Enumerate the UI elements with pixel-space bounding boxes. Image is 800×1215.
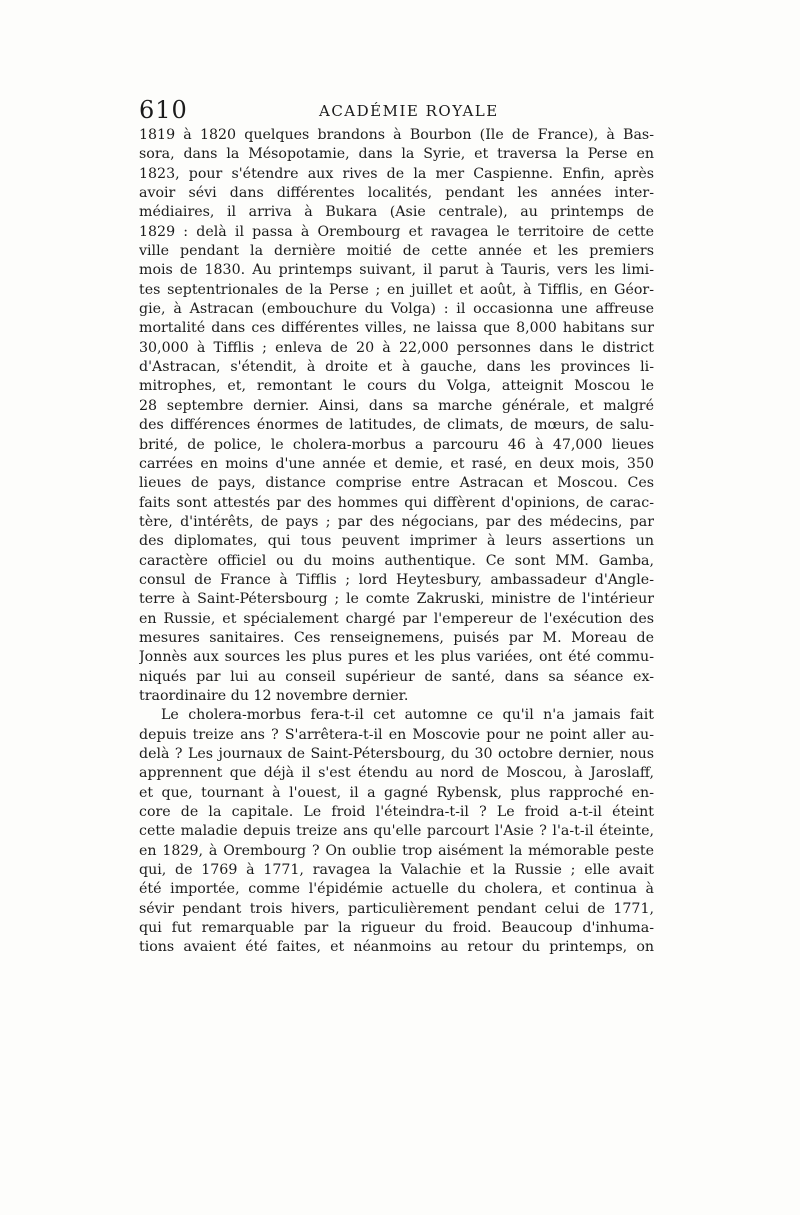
text-line: Jonnès aux sources les plus pures et les plus variées, ont été commu- [139,649,654,666]
text-line: sévir pendant trois hivers, particulièrement pendant celui de 1771, [139,900,654,917]
text-line: core de la capitale. Le froid l'éteindra-t-il ? Le froid a-t-il éteint [139,804,654,821]
text-line: depuis treize ans ? S'arrêtera-t-il en Moscovie pour ne point aller au- [139,726,654,743]
text-line: et que, tournant à l'ouest, il a gagné Rybensk, plus rapproché en- [139,784,654,801]
text-line: carrées en moins d'une année et demie, et rasé, en deux mois, 350 [139,455,654,472]
page-number: 610 [139,96,188,124]
text-line: tère, d'intérêts, de pays ; par des négocians, par des médecins, par [139,513,654,530]
text-line: terre à Saint-Pétersbourg ; le comte Zakruski, ministre de l'intérieur [139,591,654,608]
text-line: médiaires, il arriva à Bukara (Asie centrale), au printemps de [139,204,654,221]
page-header [139,96,654,126]
body-text [139,126,654,958]
paragraph [139,126,654,706]
text-line: faits sont attestés par des hommes qui diffèrent d'opinions, de carac- [139,494,654,511]
text-line: des diplomates, qui tous peuvent imprimer à leurs assertions un [139,533,654,550]
text-line: en Russie, et spécialement chargé par l'empereur de l'exécution des [139,610,654,627]
text-line: 28 septembre dernier. Ainsi, dans sa marche générale, et malgré [139,397,654,414]
text-line: Le cholera-morbus fera-t-il cet automne ce qu'il n'a jamais fait [161,707,654,724]
text-line: cette maladie depuis treize ans qu'elle parcourt l'Asie ? l'a-t-il éteinte, [139,823,654,840]
text-line: ville pendant la dernière moitié de cette année et les premiers [139,243,654,260]
text-line: des différences énormes de latitudes, de climats, de mœurs, de salu- [139,417,654,434]
text-line: brité, de police, le cholera-morbus a parcouru 46 à 47,000 lieues [139,436,654,453]
text-line: caractère officiel ou du moins authentique. Ce sont MM. Gamba, [139,552,654,569]
paragraph [139,706,654,957]
text-line: delà ? Les journaux de Saint-Pétersbourg, du 30 octobre dernier, nous [139,746,654,762]
text-line: apprennent que déjà il s'est étendu au nord de Moscou, à Jaroslaff, [139,765,654,782]
text-line: qui fut remarquable par la rigueur du froid. Beaucoup d'inhuma- [139,920,654,937]
text-line: d'Astracan, s'étendit, à droite et à gauche, dans les provinces li- [139,359,654,376]
text-line: 1823, pour s'étendre aux rives de la mer Caspienne. Enfin, après [139,165,654,182]
text-line: 30,000 à Tifflis ; enleva de 20 à 22,000 personnes dans le district [139,339,654,356]
text-line: lieues de pays, distance comprise entre Astracan et Moscou. Ces [139,475,654,492]
text-line: 1829 : delà il passa à Orembourg et ravagea le territoire de cette [139,223,654,240]
text-line: gie, à Astracan (embouchure du Volga) : il occasionna une affreuse [139,301,654,318]
text-line: avoir sévi dans différentes localités, pendant les années inter- [139,185,654,202]
text-line: mesures sanitaires. Ces renseignemens, puisés par M. Moreau de [139,629,654,646]
text-line: été importée, comme l'épidémie actuelle du cholera, et continua à [139,881,654,898]
text-line: tes septentrionales de la Perse ; en juillet et août, à Tifflis, en Géor- [139,281,654,298]
text-line: traordinaire du 12 novembre dernier. [139,687,409,704]
text-line: 1819 à 1820 quelques brandons à Bourbon (Ile de France), à Bas- [139,127,654,143]
running-head: ACADÉMIE ROYALE [319,102,499,120]
text-line: mois de 1830. Au printemps suivant, il parut à Tauris, vers les limi- [139,262,654,279]
text-line: en 1829, à Orembourg ? On oublie trop aisément la mémorable peste [139,842,654,859]
text-line: qui, de 1769 à 1771, ravagea la Valachie et la Russie ; elle avait [139,862,654,879]
text-line: sora, dans la Mésopotamie, dans la Syrie, et traversa la Perse en [139,146,654,163]
text-line: tions avaient été faites, et néanmoins au retour du printemps, on [139,939,654,956]
text-line: niqués par lui au conseil supérieur de santé, dans sa séance ex- [139,668,654,685]
text-line: mortalité dans ces différentes villes, ne laissa que 8,000 habitans sur [139,320,654,337]
text-line: consul de France à Tifflis ; lord Heytesbury, ambassadeur d'Angle- [139,571,654,588]
text-line: mitrophes, et, remontant le cours du Volga, atteignit Moscou le [139,378,654,395]
